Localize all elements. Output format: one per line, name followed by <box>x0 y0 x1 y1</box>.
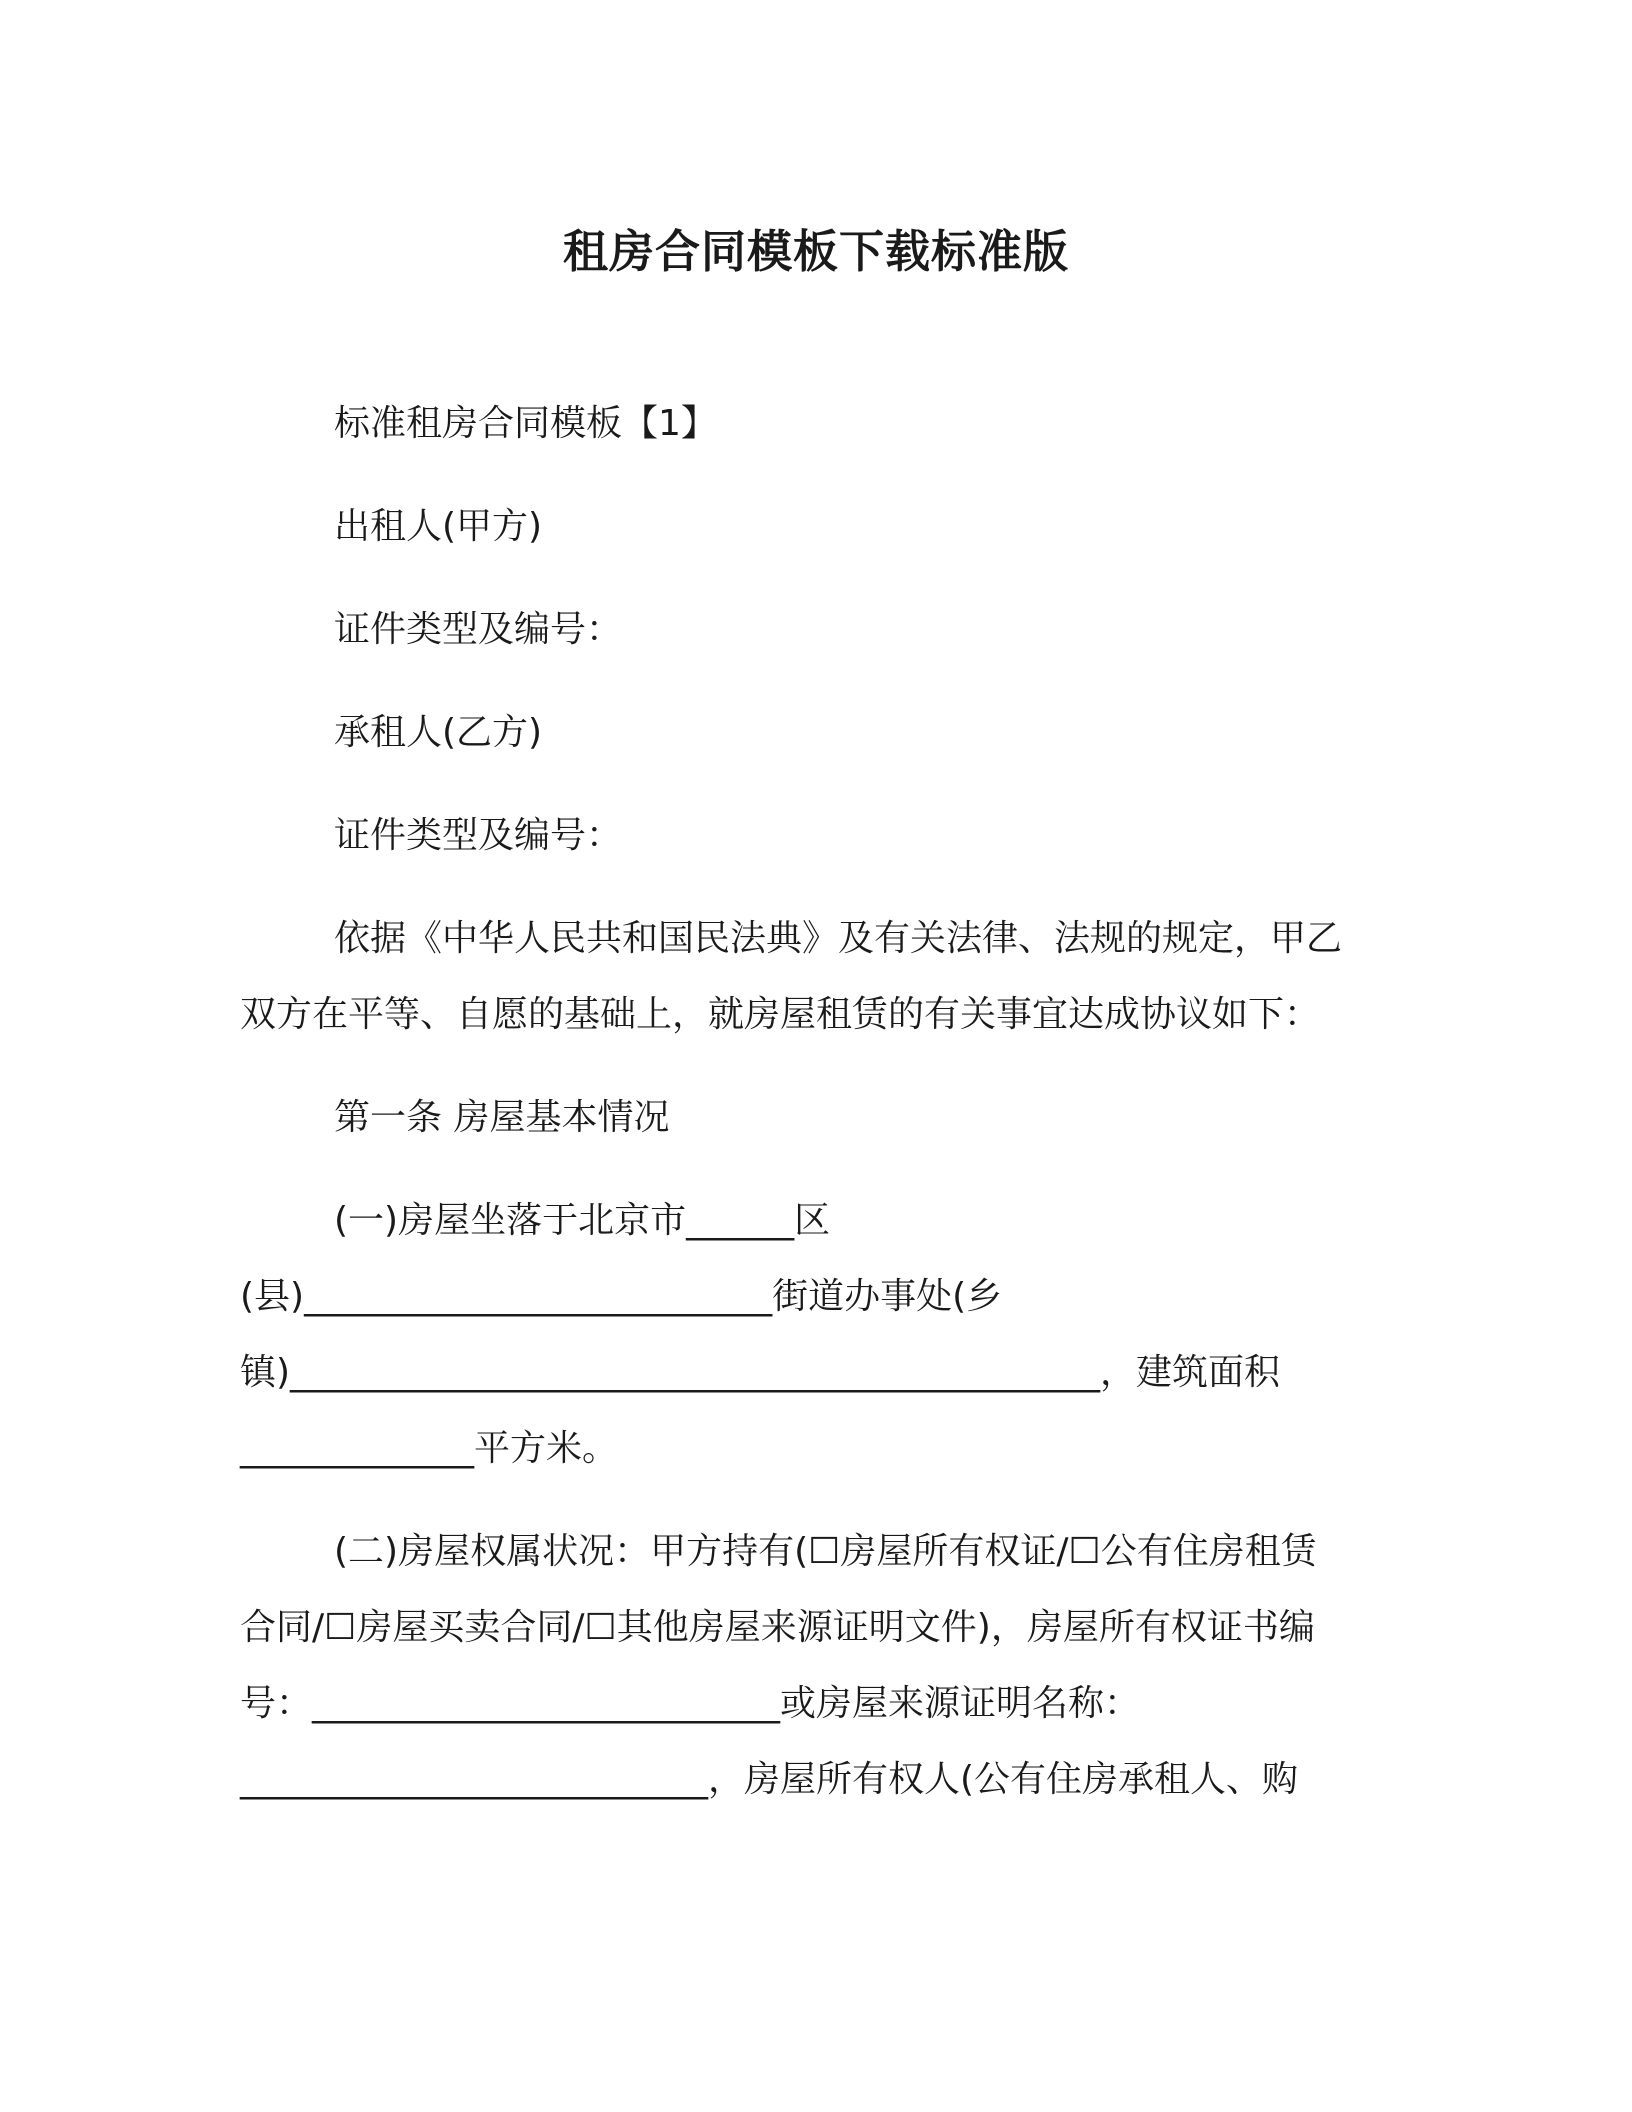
preamble-line-1: 依据《中华人民共和国民法典》及有关法律、法规的规定，甲乙 <box>334 918 1343 959</box>
contract-template-heading: 标准租房合同模板【1】 <box>334 403 717 444</box>
lessor-label: 出租人(甲方) <box>334 506 543 547</box>
ownership-line-1: (二)房屋权属状况：甲方持有(☐房屋所有权证/☐公有住房租赁 <box>334 1531 1317 1572</box>
location-line-3: 镇)_____________________________________________，建筑面积 <box>240 1352 1281 1393</box>
location-line-2: (县)__________________________街道办事处(乡 <box>240 1276 1003 1317</box>
location-line-1: (一)房屋坐落于北京市______区 <box>334 1200 831 1241</box>
lessee-label: 承租人(乙方) <box>334 712 543 753</box>
lessor-id-label: 证件类型及编号： <box>334 609 623 650</box>
ownership-line-3: 号：__________________________或房屋来源证明名称： <box>240 1683 1141 1724</box>
preamble-line-2: 双方在平等、自愿的基础上，就房屋租赁的有关事宜达成协议如下： <box>240 994 1321 1035</box>
article-1-heading: 第一条 房屋基本情况 <box>334 1097 670 1138</box>
ownership-line-4: __________________________，房屋所有权人(公有住房承租人、购 <box>240 1759 1299 1800</box>
ownership-line-2: 合同/☐房屋买卖合同/☐其他房屋来源证明文件)，房屋所有权证书编 <box>240 1607 1315 1648</box>
document-title: 租房合同模板下载标准版 <box>562 225 1069 278</box>
lessee-id-label: 证件类型及编号： <box>334 815 623 856</box>
location-line-4: _____________平方米。 <box>240 1428 619 1469</box>
